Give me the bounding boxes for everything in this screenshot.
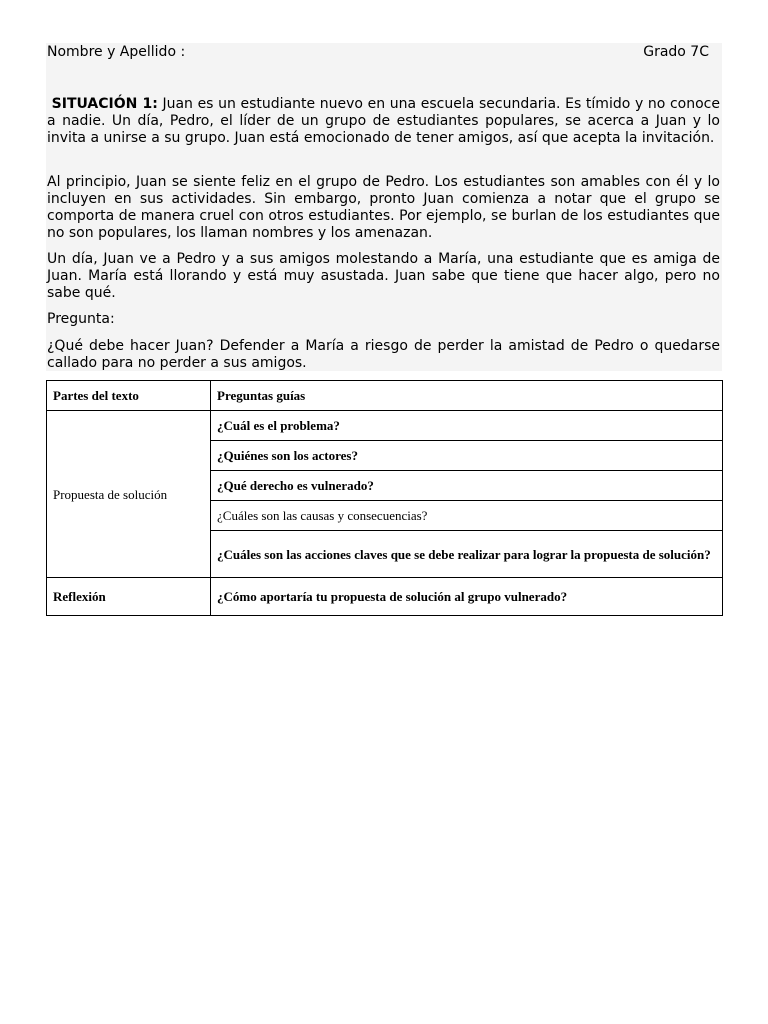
question-reflection: ¿Cómo aportaría tu propuesta de solución al grupo vulnerado? [211, 578, 723, 616]
question-text: ¿Qué debe hacer Juan? Defender a María a riesgo de perder la amistad de Pedro o quedarse callado para no perder a sus amigos. [47, 338, 720, 371]
table-row [47, 578, 723, 616]
situation-paragraph-3: Un día, Juan ve a Pedro y a sus amigos molestando a María, una estudiante que es amiga de Juan. María está llorando y está muy asustada. Juan sabe que tiene que hacer algo, pero no sabe qué. [47, 251, 720, 301]
header-line [47, 44, 709, 61]
table-row [47, 411, 723, 441]
table-header-row [47, 381, 723, 411]
situation-title: SITUACIÓN 1: [51, 96, 158, 112]
paragraph-1-text: Juan es un estudiante nuevo en una escuela secundaria. Es tímido y no conoce a nadie. Un día, Pedro, el líder de un grupo de estudiantes populares, se acerca a Juan y lo invita a unirse a su grupo. Juan está emocionado de tener amigos, así que acepta la invitación. [47, 96, 720, 146]
situation-paragraph-2: Al principio, Juan se siente feliz en el grupo de Pedro. Los estudiantes son amables con él y lo incluyen en sus actividades. Sin embargo, pronto Juan comienza a notar que el grupo se comporta de manera cruel con otros estudiantes. Por ejemplo, se burlan de los estudiantes que no son populares, los llaman nombres y los amenazan. [47, 174, 720, 241]
col-header-parts: Partes del texto [47, 381, 211, 411]
question-causes: ¿Cuáles son las causas y consecuencias? [211, 501, 723, 531]
col-header-questions: Preguntas guías [211, 381, 723, 411]
question-problem: ¿Cuál es el problema? [211, 411, 723, 441]
name-label: Nombre y Apellido : [47, 44, 186, 60]
question-label: Pregunta: [47, 311, 115, 327]
section-reflection: Reflexión [47, 578, 211, 616]
situation-paragraph-1 [47, 96, 720, 147]
grade-label: Grado 7C [643, 44, 709, 60]
question-actors: ¿Quiénes son los actores? [211, 441, 723, 471]
section-proposal: Propuesta de solución [47, 411, 211, 578]
question-actions: ¿Cuáles son las acciones claves que se debe realizar para lograr la propuesta de solución? [211, 531, 723, 578]
question-right: ¿Qué derecho es vulnerado? [211, 471, 723, 501]
guide-table [46, 380, 723, 616]
